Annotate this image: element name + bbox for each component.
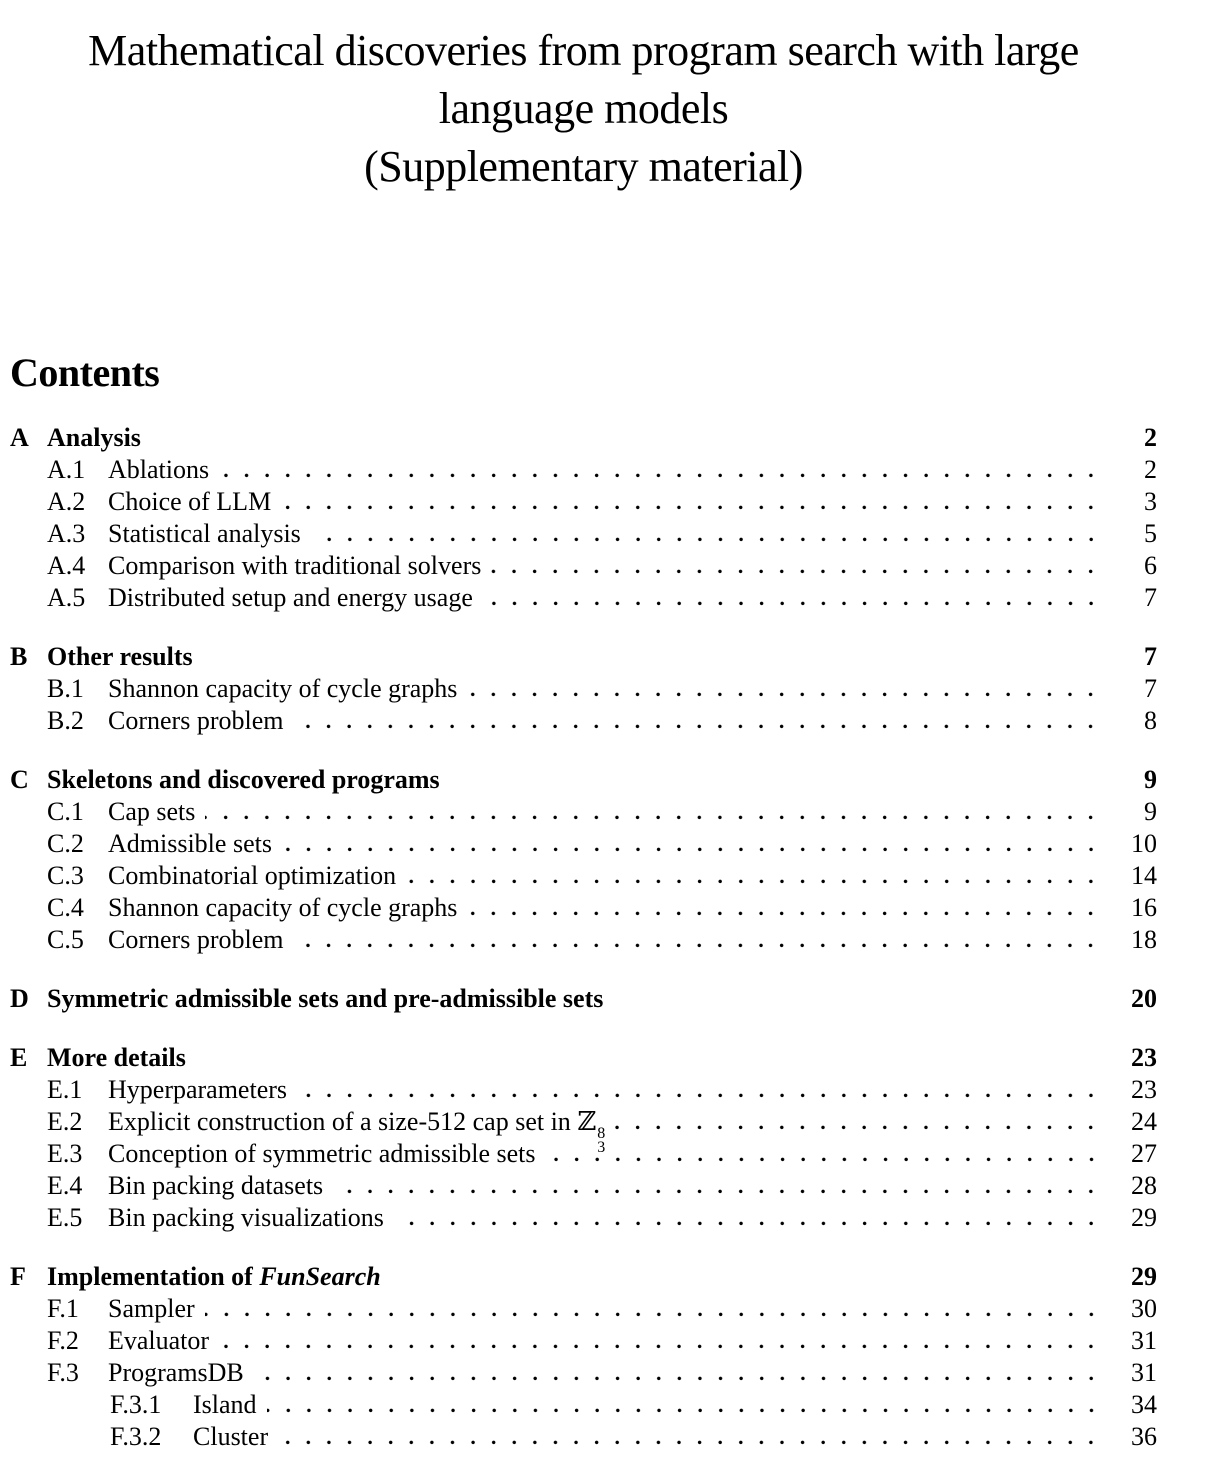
math-sup-sub-stack — [597, 1127, 605, 1155]
dot-leader — [281, 505, 1109, 510]
dot-leader — [297, 1093, 1109, 1098]
dot-leader — [267, 1408, 1109, 1413]
toc-section — [10, 1043, 1157, 1235]
toc-section-row — [10, 765, 1157, 797]
dot-leader — [293, 724, 1109, 729]
toc-entry-row — [10, 893, 1157, 925]
toc-section-row — [10, 1262, 1157, 1294]
toc-entry-number: C.4 — [47, 893, 84, 922]
toc-entry-title-text: Combinatorial optimization — [108, 861, 397, 890]
toc-section-page-number: 29 — [1131, 1262, 1157, 1291]
toc-entry-page-number: 5 — [1144, 519, 1157, 548]
paper-title — [10, 0, 1157, 196]
toc-entry-row — [10, 1326, 1157, 1358]
toc-entry-row — [10, 487, 1157, 519]
toc-entry-number: C.5 — [47, 925, 84, 954]
paper-title-line-1: Mathematical discoveries from program search with large — [88, 26, 1079, 75]
toc-entry-page-number: 9 — [1144, 797, 1157, 826]
toc-section-page-number: 7 — [1144, 642, 1157, 671]
toc-section-number: A — [10, 423, 29, 452]
toc-entry-number: F.3.1 — [110, 1390, 162, 1419]
toc-entry-row — [10, 861, 1157, 893]
toc-entry-row — [10, 1075, 1157, 1107]
toc-section-row — [10, 642, 1157, 674]
dot-leader — [282, 847, 1109, 852]
dot-leader — [293, 943, 1109, 948]
toc-entry-title — [108, 893, 457, 923]
toc-entry-title-text: Shannon capacity of cycle graphs — [108, 893, 458, 922]
toc-entry-row — [10, 1390, 1157, 1422]
toc-section — [10, 984, 1157, 1016]
toc-entry-page-number: 6 — [1144, 551, 1157, 580]
toc-entry-title-text: Corners problem — [108, 925, 284, 954]
toc-section-row — [10, 984, 1157, 1016]
toc-section-title — [47, 1262, 381, 1292]
toc-entry-page-number: 36 — [1131, 1422, 1157, 1451]
toc-entry-number: A.1 — [47, 455, 86, 484]
toc-entry-title-text: Corners problem — [108, 706, 284, 735]
toc-entry-title — [108, 925, 283, 955]
toc-section-number: E — [10, 1043, 28, 1072]
toc-entry-page-number: 18 — [1131, 925, 1157, 954]
toc-entry-title — [108, 861, 396, 891]
dot-leader — [219, 473, 1109, 478]
toc-section — [10, 642, 1157, 738]
toc-entry-number: C.2 — [47, 829, 84, 858]
toc-section-title — [47, 765, 440, 795]
toc-entry-row — [10, 1358, 1157, 1390]
toc-entry-row — [10, 519, 1157, 551]
toc-entry-number: F.3 — [47, 1358, 79, 1387]
toc-entry-page-number: 8 — [1144, 706, 1157, 735]
toc-entry-number: E.1 — [47, 1075, 83, 1104]
toc-entry-number: A.3 — [47, 519, 86, 548]
toc-entry-page-number: 16 — [1131, 893, 1157, 922]
toc-section-number: F — [10, 1262, 26, 1291]
toc-entry-title-text: ProgramsDB — [108, 1358, 244, 1387]
toc-section-page-number: 9 — [1144, 765, 1157, 794]
toc-entry-number: C.1 — [47, 797, 84, 826]
toc-entry-title — [108, 1326, 209, 1356]
toc-entry-title — [108, 1139, 536, 1169]
toc-section-number: D — [10, 984, 29, 1013]
toc-entry-title-text: Cap sets — [108, 797, 196, 826]
toc-entry-title-text: Explicit construction of a size-512 cap set in — [108, 1107, 578, 1136]
toc-entry-title-text: Choice of LLM — [108, 487, 272, 516]
paper-title-line-3: (Supplementary material) — [364, 142, 803, 191]
toc-entry-title — [108, 455, 209, 485]
toc-entry-title — [108, 1358, 244, 1388]
toc-entry-number: E.4 — [47, 1171, 83, 1200]
toc-entry-title — [108, 706, 283, 736]
toc-entry-number: B.2 — [47, 706, 84, 735]
toc-entry-title-text: Island — [193, 1390, 257, 1419]
toc-entry-number: E.5 — [47, 1203, 83, 1232]
toc-entry-row — [10, 583, 1157, 615]
dot-leader — [546, 1157, 1110, 1162]
toc-section-row — [10, 1043, 1157, 1075]
toc-entry-page-number: 14 — [1131, 861, 1157, 890]
toc-section — [10, 423, 1157, 615]
toc-section-page-number: 2 — [1144, 423, 1157, 452]
toc-section-title-text: Skeletons and discovered programs — [47, 765, 440, 794]
toc-entry-title — [108, 829, 272, 859]
toc-section-title-italic: FunSearch — [259, 1262, 381, 1291]
toc-entry-title — [108, 1075, 287, 1105]
toc-entry-number: B.1 — [47, 674, 84, 703]
toc-entry-page-number: 31 — [1131, 1358, 1157, 1387]
toc-entry-page-number: 28 — [1131, 1171, 1157, 1200]
toc-entry-row — [10, 1294, 1157, 1326]
dot-leader — [406, 879, 1109, 884]
dot-leader — [205, 815, 1109, 820]
dot-leader — [219, 1344, 1109, 1349]
toc-entry-title-text: Ablations — [108, 455, 210, 484]
toc-section-page-number: 20 — [1131, 984, 1157, 1013]
toc-section — [10, 765, 1157, 957]
toc-entry-title-text: Bin packing visualizations — [108, 1203, 384, 1232]
toc-entry-row — [10, 674, 1157, 706]
toc-entry-number: A.5 — [47, 583, 86, 612]
toc-entry-number: A.4 — [47, 551, 86, 580]
toc-entry-title — [108, 674, 457, 704]
toc-entry-title-text: Evaluator — [108, 1326, 210, 1355]
toc-section — [10, 1262, 1157, 1454]
toc-entry-row — [10, 829, 1157, 861]
toc-entry-title — [193, 1390, 257, 1420]
toc-section-number: B — [10, 642, 28, 671]
toc-entry-row — [10, 706, 1157, 738]
math-subscript: 3 — [597, 1139, 606, 1156]
toc-entry-number: F.3.2 — [110, 1422, 162, 1451]
toc-entry-page-number: 31 — [1131, 1326, 1157, 1355]
toc-entry-title — [193, 1422, 268, 1452]
math-blackboard-z: ℤ — [577, 1107, 597, 1137]
toc-entry-number: A.2 — [47, 487, 86, 516]
dot-leader — [491, 569, 1109, 574]
toc-section-title — [47, 984, 603, 1014]
toc-section-title — [47, 1043, 186, 1073]
toc-section-title-text: More details — [47, 1043, 186, 1072]
toc-entry-page-number: 23 — [1131, 1075, 1157, 1104]
toc-entry-number: F.1 — [47, 1294, 79, 1323]
toc-entry-title-text: Cluster — [193, 1422, 269, 1451]
toc-entry-title — [108, 1171, 323, 1201]
toc-section-title-text: Symmetric admissible sets and pre-admissible sets — [47, 984, 604, 1013]
toc-section-row — [10, 423, 1157, 455]
toc-entry-page-number: 7 — [1144, 583, 1157, 612]
toc-entry-page-number: 7 — [1144, 674, 1157, 703]
toc-entry-number: E.2 — [47, 1107, 83, 1136]
toc-entry-title-text: Hyperparameters — [108, 1075, 288, 1104]
toc-section-title — [47, 642, 193, 672]
dot-leader — [311, 537, 1109, 542]
dot-leader — [467, 692, 1109, 697]
toc-entry-title — [108, 797, 195, 827]
toc-section-title-text: Other results — [47, 642, 193, 671]
toc-entry-row — [10, 1171, 1157, 1203]
toc-entry-row — [10, 925, 1157, 957]
math-superscript: 8 — [597, 1125, 606, 1142]
toc-entry-number: F.2 — [47, 1326, 79, 1355]
toc-entry-page-number: 3 — [1144, 487, 1157, 516]
dot-leader — [394, 1221, 1109, 1226]
toc-section-title-text: Analysis — [47, 423, 141, 452]
toc-entry-title-text: Admissible sets — [108, 829, 272, 858]
toc-entry-number: C.3 — [47, 861, 84, 890]
toc-section-title — [47, 423, 141, 453]
toc-entry-title — [108, 1294, 195, 1324]
toc-entry-page-number: 30 — [1131, 1294, 1157, 1323]
toc-entry-title-text: Bin packing datasets — [108, 1171, 324, 1200]
dot-leader — [254, 1376, 1109, 1381]
toc-entry-title-text: Statistical analysis — [108, 519, 301, 548]
toc-section-title-text: Implementation of — [47, 1262, 260, 1291]
toc-section-number: C — [10, 765, 29, 794]
toc-entry-page-number: 24 — [1131, 1107, 1157, 1136]
toc-entry-title-text: Distributed setup and energy usage — [108, 583, 473, 612]
toc-entry-page-number: 2 — [1144, 455, 1157, 484]
toc-entry-row — [10, 1422, 1157, 1454]
dot-leader — [333, 1189, 1109, 1194]
toc-entry-page-number: 27 — [1131, 1139, 1157, 1168]
toc-entry-title — [108, 551, 481, 581]
toc-entry-title — [108, 583, 473, 613]
dot-leader — [205, 1312, 1109, 1317]
toc-entry-title-text: Conception of symmetric admissible sets — [108, 1139, 536, 1168]
dot-leader — [278, 1440, 1109, 1445]
table-of-contents — [10, 423, 1157, 1454]
paper-title-line-2: language models — [438, 84, 729, 133]
contents-heading: Contents — [10, 350, 160, 395]
toc-entry-row — [10, 551, 1157, 583]
toc-entry-row — [10, 455, 1157, 487]
toc-entry-title-text: Shannon capacity of cycle graphs — [108, 674, 458, 703]
toc-entry-page-number: 10 — [1131, 829, 1157, 858]
dot-leader — [483, 601, 1109, 606]
toc-section-page-number: 23 — [1131, 1043, 1157, 1072]
toc-entry-title — [108, 1203, 384, 1233]
toc-entry-title-text: Sampler — [108, 1294, 195, 1323]
toc-entry-page-number: 29 — [1131, 1203, 1157, 1232]
toc-entry-row — [10, 797, 1157, 829]
dot-leader — [467, 911, 1109, 916]
toc-entry-number: E.3 — [47, 1139, 83, 1168]
dot-leader — [615, 1125, 1109, 1130]
toc-entry-title — [108, 487, 271, 517]
toc-entry-title-text: Comparison with traditional solvers — [108, 551, 482, 580]
toc-entry-page-number: 34 — [1131, 1390, 1157, 1419]
toc-entry-title — [108, 519, 301, 549]
toc-entry-row — [10, 1203, 1157, 1235]
